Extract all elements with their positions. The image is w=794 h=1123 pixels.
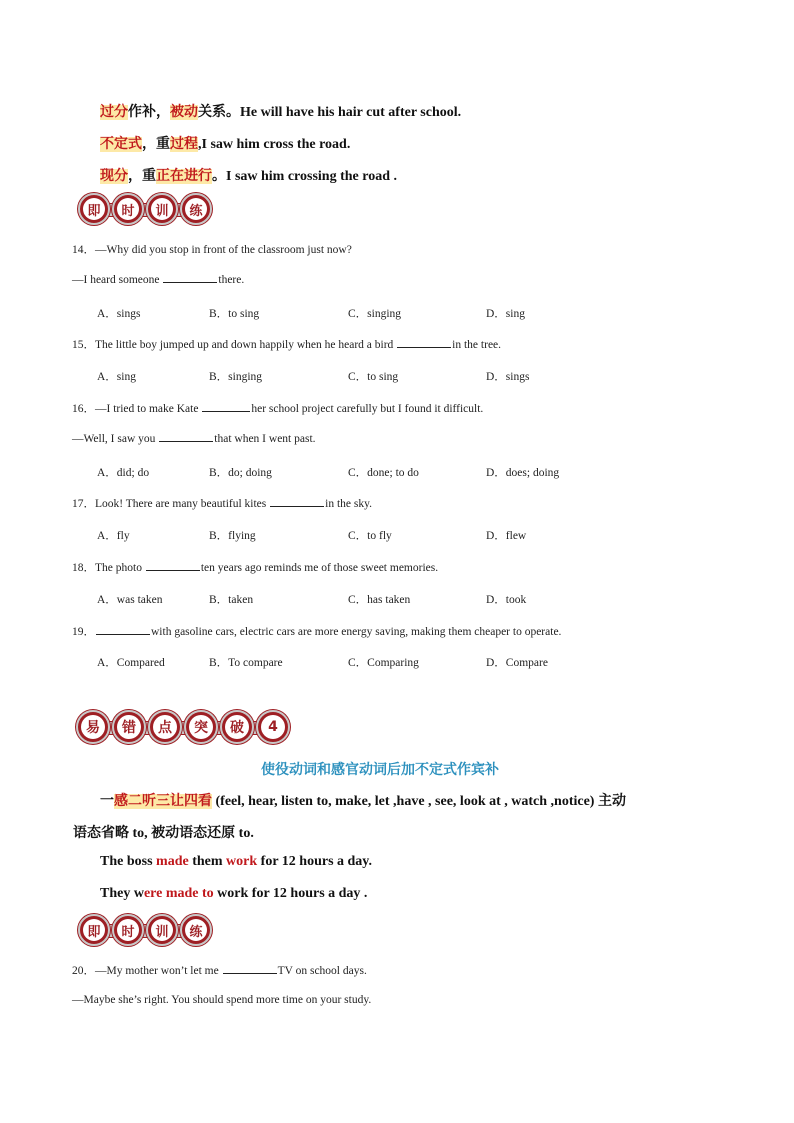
option-c[interactable]: C．has taken (348, 594, 411, 606)
option-d[interactable]: D．Compare (486, 657, 548, 669)
option-b[interactable]: B．do; doing (209, 467, 272, 479)
badge-circle: 时 (112, 193, 144, 225)
answer-blank[interactable] (163, 273, 217, 283)
option-c[interactable]: C．to fly (348, 530, 392, 542)
option-c[interactable]: C．done; to do (348, 467, 419, 479)
rule-highlight: 过分 (100, 105, 128, 120)
rule-line-3 (100, 165, 397, 185)
option-a[interactable]: A．fly (97, 530, 130, 542)
answer-blank[interactable] (159, 432, 213, 442)
badge-circle: 时 (112, 914, 144, 946)
rule-highlight: 正在进行 (156, 169, 212, 184)
option-d[interactable]: D．took (486, 594, 527, 606)
rule-text: ，重 (128, 169, 156, 184)
rule-text: ,I saw him cross the road. (198, 137, 351, 152)
question-18-stem: 18．The photo ten years ago reminds me of those sweet memories. (72, 562, 439, 574)
option-a[interactable]: A．sing (97, 371, 136, 383)
answer-blank[interactable] (202, 402, 250, 412)
rule-highlight: 现分 (100, 169, 128, 184)
rule-line-1 (100, 101, 461, 121)
answer-blank[interactable] (270, 497, 324, 507)
rule-line-2 (100, 133, 350, 153)
badge-circle: 训 (146, 193, 178, 225)
answer-blank[interactable] (397, 338, 451, 348)
answer-blank[interactable] (96, 625, 150, 635)
question-14-line2: —I heard someone there. (72, 274, 245, 286)
section-subtitle: 使役动词和感官动词后加不定式作宾补 (261, 762, 499, 778)
option-a[interactable]: A．Compared (97, 657, 165, 669)
answer-blank[interactable] (223, 964, 277, 974)
rule-highlight: 感二听三让四看 (114, 794, 212, 809)
option-b[interactable]: B．singing (209, 371, 263, 383)
section-rule-line-1: 一感二听三让四看 (feel, hear, listen to, make, let ,have , see, look at , watch ,notice) 主动 (100, 794, 626, 809)
badge-circle: 破 (220, 710, 254, 744)
option-d[interactable]: D．sing (486, 308, 525, 320)
question-16-stem: 16．—I tried to make Kate her school project carefully but I found it difficult. (72, 403, 484, 415)
rule-text: 作补， (128, 105, 170, 120)
option-d[interactable]: D．does; doing (486, 467, 560, 479)
option-c[interactable]: C．singing (348, 308, 402, 320)
answer-blank[interactable] (146, 561, 200, 571)
badge-circle: 易 (76, 710, 110, 744)
badge-circle: 练 (180, 193, 212, 225)
question-19-stem: 19． with gasoline cars, electric cars are more energy saving, making them cheaper to operate. (72, 626, 562, 638)
section-badge (76, 709, 292, 745)
badge-circle: 错 (112, 710, 146, 744)
rule-text: 关系。He will have his hair cut after school. (198, 105, 462, 120)
option-c[interactable]: C．to sing (348, 371, 399, 383)
section-rule-line-2: 语态省略 to, 被动语态还原 to. (73, 826, 254, 841)
rule-highlight: 被动 (170, 105, 198, 120)
practice-badge (78, 191, 214, 227)
option-a[interactable]: A．sings (97, 308, 141, 320)
option-c[interactable]: C．Comparing (348, 657, 419, 669)
badge-circle: 即 (78, 193, 110, 225)
option-b[interactable]: B．taken (209, 594, 254, 606)
badge-circle: 即 (78, 914, 110, 946)
example-sentence-2: They were made to work for 12 hours a day . (100, 886, 368, 901)
question-17-stem: 17．Look! There are many beautiful kites in the sky. (72, 498, 372, 510)
rule-highlight: 不定式 (100, 137, 142, 152)
option-b[interactable]: B．to sing (209, 308, 260, 320)
practice-badge (78, 912, 214, 948)
badge-circle: 4 (256, 710, 290, 744)
rule-text: 。I saw him crossing the road . (212, 169, 398, 184)
example-sentence-1: The boss made them work for 12 hours a day. (100, 854, 373, 869)
option-b[interactable]: B．flying (209, 530, 256, 542)
option-b[interactable]: B．To compare (209, 657, 283, 669)
badge-circle: 突 (184, 710, 218, 744)
question-20-stem: 20．—My mother won’t let me TV on school days. (72, 965, 367, 977)
rule-highlight: 过程 (170, 137, 198, 152)
question-14-stem: 14．—Why did you stop in front of the classroom just now? (72, 244, 352, 256)
question-20-line2: —Maybe she’s right. You should spend more time on your study. (72, 994, 372, 1006)
badge-circle: 训 (146, 914, 178, 946)
option-a[interactable]: A．did; do (97, 467, 150, 479)
option-a[interactable]: A．was taken (97, 594, 163, 606)
question-15-stem: 15．The little boy jumped up and down happily when he heard a bird in the tree. (72, 339, 502, 351)
badge-circle: 点 (148, 710, 182, 744)
question-16-line2: —Well, I saw you that when I went past. (72, 433, 316, 445)
rule-text: ，重 (142, 137, 170, 152)
option-d[interactable]: D．sings (486, 371, 530, 383)
option-d[interactable]: D．flew (486, 530, 527, 542)
badge-circle: 练 (180, 914, 212, 946)
